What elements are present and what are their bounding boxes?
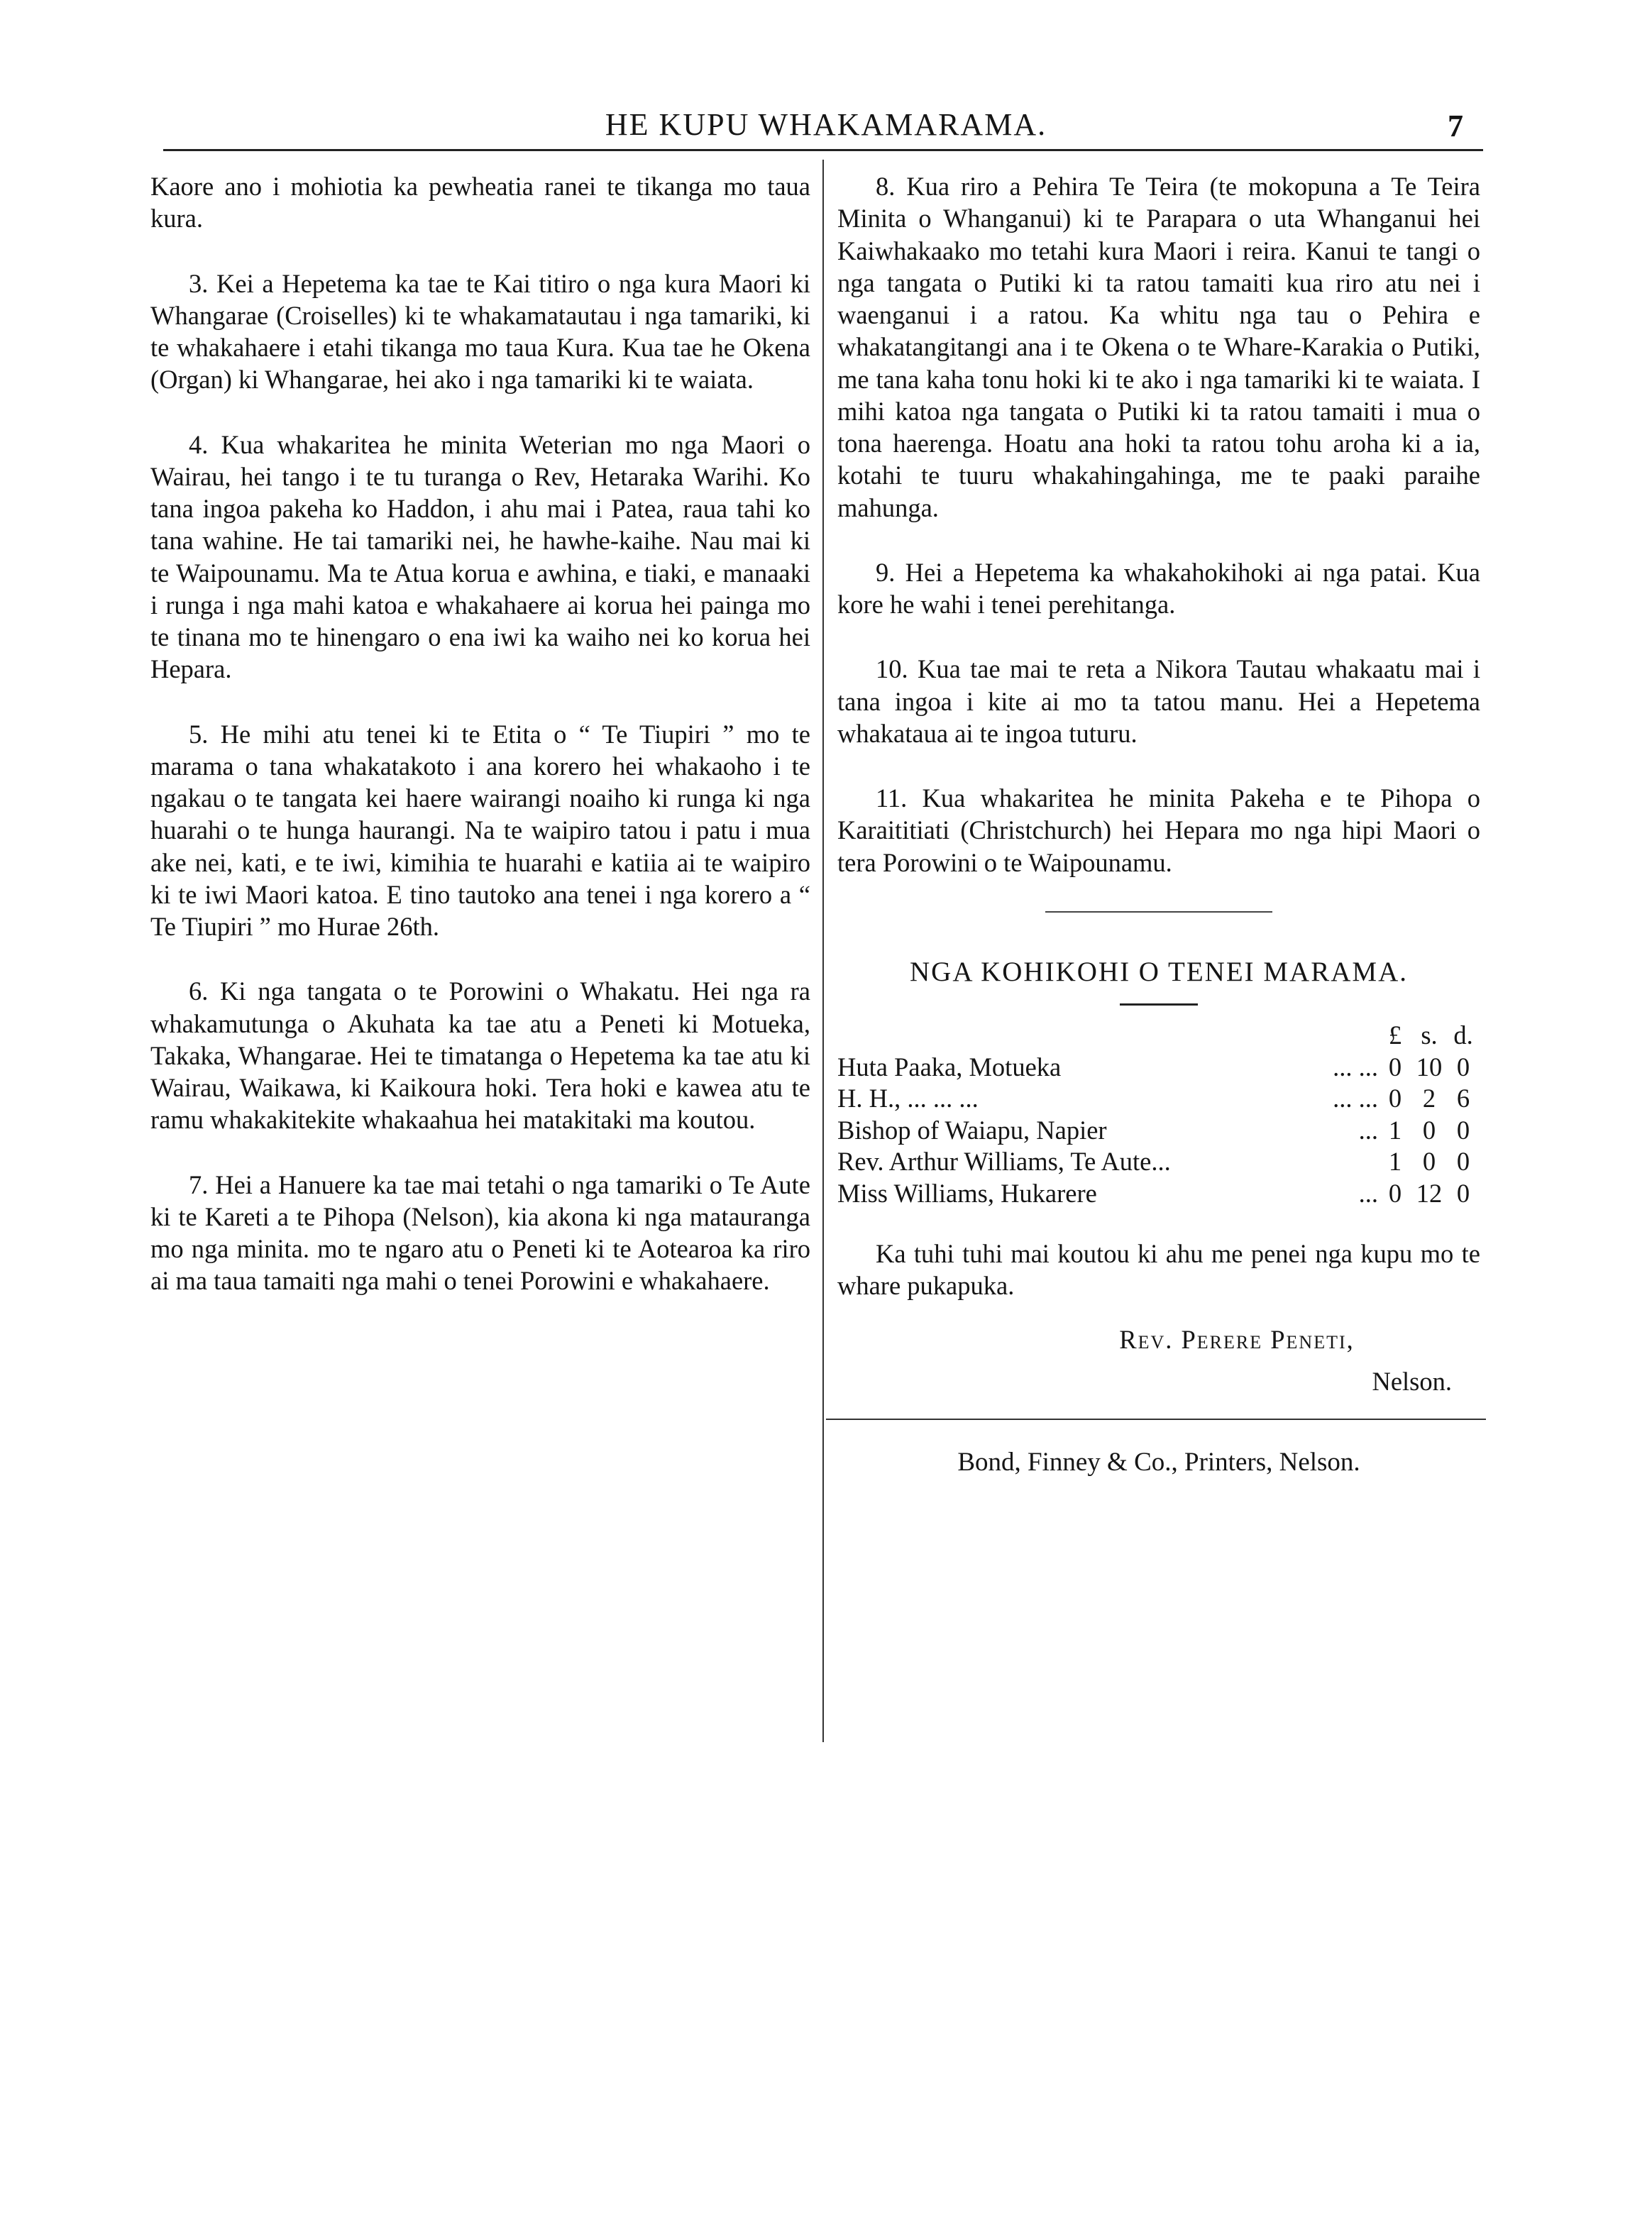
instruction-text: Ka tuhi tuhi mai koutou ki ahu me penei nga kupu mo te whare pukapuka. bbox=[837, 1239, 1480, 1301]
amount-shillings: 0 bbox=[1422, 1147, 1436, 1177]
right-column bbox=[837, 170, 1480, 1505]
amount-pounds: 1 bbox=[1388, 1147, 1402, 1177]
paragraph-8: 8. Kua riro a Pehira Te Teira (te mokopuna a Te Teira Minita o Whanganui) ki te Parapara o uta Whanganui hei Kaiwhakaako mo tetahi kura Maori i reira. Kanui te tangi o nga tangata o Putiki ki ta ratou tamaiti kua riro atu nei i waenganui i a ratou. Ka whitu nga tau o Pehira e whakatangitangi ana i te Okena o te Whare-Karakia o Putiki, me tana kaha tonu hoki ki te ako i nga tamariki ki te waiata. I mihi katoa nga tangata o Putiki ki ta ratou tamaiti i mua o tona haerenga. Hoatu ana hoki ta ratou tohu aroha ki a ia, kotahi te tuuru whakahingahinga, me te paaki paraihe mahunga. bbox=[837, 172, 1480, 522]
amount-shillings: 2 bbox=[1422, 1084, 1436, 1113]
title-underline bbox=[1120, 1003, 1198, 1006]
paragraph-5: 5. He mihi atu tenei ki te Etita o “ Te Tiupiri ” mo te marama o tana whakatakoto i ana korero hei whakaoho i te ngakau o te tangata kei haere wairangi noaiho ki runga ki nga huarahi o te hunga haurangi. Na te waipiro tatou i patu i mua ake nei, kati, e te iwi, kimihia te huarahi e katiia ai te waipiro ki te iwi Maori katoa. E tino tautoko ana tenei i nga korero a “ Te Tiupiri ” mo Hurae 26th. bbox=[150, 719, 810, 941]
subscriptions-table bbox=[837, 1020, 1480, 1209]
column-pence: d. bbox=[1453, 1020, 1473, 1050]
paragraph-11: 11. Kua whakaritea he minita Pakeha e te Pihopa o Karaititiati (Christchurch) hei Hepara mo nga hipi Maori o tera Porowini o te Waipounamu. bbox=[837, 783, 1480, 877]
table-row bbox=[837, 1083, 1480, 1115]
amount-pence: 0 bbox=[1456, 1115, 1470, 1145]
paragraph-9: 9. Hei a Hepetema ka whakahokihoki ai nga patai. Kua kore he wahi i tenei perehitanga. bbox=[837, 557, 1480, 619]
footer-rule bbox=[826, 1419, 1486, 1420]
paragraph-7: 7. Hei a Hanuere ka tae mai tetahi o nga tamariki o Te Aute ki te Kareti a te Pihopa (Nelson), kia akona ki nga matauranga mo nga minita. mo te ngaro atu o Peneti ki te Aotearoa ka riro ai ma taua tamaiti nga mahi o tenei Porowini e whakahaere. bbox=[150, 1169, 810, 1296]
paragraph-3: 3. Kei a Hepetema ka tae te Kai titiro o nga kura Maori ki Whangarae (Croiselles) ki te whakamatautau i nga tamariki, ki te whakahaere i etahi tikanga mo taua Kura. Kua tae he Okena (Organ) ki Whangarae, hei ako i nga tamariki ki te waiata. bbox=[150, 268, 810, 395]
table-header-row bbox=[837, 1020, 1480, 1052]
table-row bbox=[837, 1052, 1480, 1084]
signature-name: Rev. Perere Peneti, bbox=[1119, 1324, 1355, 1354]
paragraph-10: 10. Kua tae mai te reta a Nikora Tautau whakaatu mai i tana ingoa i kite ai mo ta tatou manu. Hei a Hepetema whakataua ai te ingoa tuturu. bbox=[837, 654, 1480, 748]
page-number: 7 bbox=[1448, 109, 1463, 143]
donor-name: Bishop of Waiapu, Napier bbox=[837, 1115, 1107, 1145]
amount-pounds: 0 bbox=[1388, 1052, 1402, 1081]
amount-shillings: 12 bbox=[1416, 1178, 1443, 1208]
paragraph-6: 6. Ki nga tangata o te Porowini o Whakatu. Hei nga ra whakamutunga o Akuhata ka tae atu a Peneti ki Motueka, Takaka, Whangarae. Hei te timatanga o Hepetema ka tae atu ki Wairau, Waikawa, ki Kaikoura hoki. Tera hoki e kawea atu te ramu whakakitekite whakaahua hei matakitaki ma koutou. bbox=[150, 976, 810, 1135]
amount-pounds: 1 bbox=[1388, 1115, 1402, 1145]
column-pounds: £ bbox=[1388, 1020, 1402, 1050]
amount-shillings: 10 bbox=[1416, 1052, 1443, 1081]
table-row bbox=[837, 1178, 1480, 1210]
amount-pounds: 0 bbox=[1388, 1084, 1402, 1113]
printer-credit: Bond, Finney & Co., Printers, Nelson. bbox=[957, 1448, 1360, 1477]
amount-shillings: 0 bbox=[1422, 1115, 1436, 1145]
paragraph-continued: Kaore ano i mohiotia ka pewheatia ranei te tikanga mo taua kura. bbox=[150, 172, 810, 233]
table-row bbox=[837, 1115, 1480, 1147]
amount-pence: 0 bbox=[1456, 1178, 1470, 1208]
donor-name: H. H., ... ... ... bbox=[837, 1084, 979, 1113]
donor-name: Huta Paaka, Motueka bbox=[837, 1052, 1062, 1081]
table-row bbox=[837, 1146, 1480, 1178]
amount-pounds: 0 bbox=[1388, 1178, 1402, 1208]
amount-pence: 6 bbox=[1456, 1084, 1470, 1113]
signature-place: Nelson. bbox=[1372, 1366, 1452, 1396]
leader-dots: ... bbox=[1358, 1115, 1378, 1145]
donor-name: Miss Williams, Hukarere bbox=[837, 1178, 1097, 1208]
leader-dots: ... ... bbox=[1333, 1084, 1378, 1113]
left-column bbox=[150, 170, 810, 1330]
paragraph-4: 4. Kua whakaritea he minita Weterian mo nga Maori o Wairau, hei tango i te tu turanga o Rev, Hetaraka Warihi. Ko tana ingoa pakeha ko Haddon, i ahu mai i Patea, raua tahi ko tana wahine. He tai tamariki nei, he hawhe-kaihe. Nau mai ki te Waipounamu. Ma te Atua korua e awhina, e tiaki, e manaaki i runga i nga mahi katoa e whakahaere ai korua hei painga mo te tinana mo te hinengaro o ena iwi ka waiho nei ko korua hei Hepara. bbox=[150, 429, 810, 684]
amount-pence: 0 bbox=[1456, 1052, 1470, 1081]
column-divider bbox=[822, 160, 824, 1742]
leader-dots: ... bbox=[1358, 1178, 1378, 1208]
column-shillings: s. bbox=[1421, 1020, 1438, 1050]
leader-dots bbox=[1272, 1146, 1378, 1178]
amount-pence: 0 bbox=[1456, 1147, 1470, 1177]
donor-name: Rev. Arthur Williams, Te Aute... bbox=[837, 1147, 1171, 1177]
header-rule bbox=[163, 149, 1483, 151]
leader-dots: ... ... bbox=[1333, 1052, 1378, 1081]
subscriptions-title: NGA KOHIKOHI O TENEI MARAMA. bbox=[910, 956, 1408, 987]
section-rule bbox=[1045, 911, 1272, 913]
page-header-title: HE KUPU WHAKAMARAMA. bbox=[605, 107, 1047, 142]
